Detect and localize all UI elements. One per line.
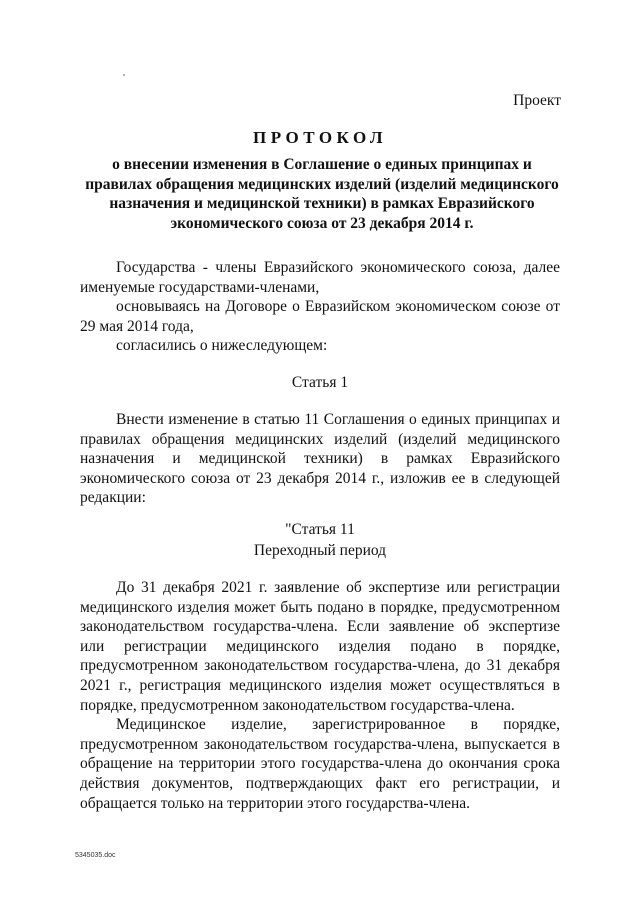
preamble-paragraph: основываясь на Договоре о Евразийском экономическом союзе от 29 мая 2014 года, [80, 298, 560, 335]
preamble [80, 258, 560, 356]
draft-status-label: Проект [513, 92, 561, 109]
article-1-body [80, 410, 560, 508]
article-11-paragraph: Медицинское изделие, зарегистрированное в порядке, предусмотренном законодательством государства-члена, выпускается в обращение на территории этого государства-члена до окончания срока действия документов, подтверждающих факт его регистрации, и обращается только на территории этого государства-члена. [80, 716, 560, 812]
article-1-paragraph: Внести изменение в статью 11 Соглашения о единых принципах и правилах обращения медицинских изделий (изделий медицинского назначения и медицинской техники) в рамках Евразийского экономического союза от 23 декабря 2014 г., изложив ее в следующей редакции: [80, 411, 560, 507]
article-11-body [80, 578, 560, 813]
file-name-footer: 5345035.doc [75, 852, 116, 859]
article-1-heading: Статья 1 [291, 374, 349, 391]
document-subtitle: о внесении изменения в Соглашение о единых принципах и правилах обращения медицинских изделий (изделий медицинского назначения и медицинской техники) в рамках Евразийского экономического союза от 23 декабря 2014 г. [85, 156, 559, 232]
preamble-paragraph: Государства - члены Евразийского экономического союза, далее именуемые государствами-членами, [80, 259, 560, 296]
scan-speck [123, 74, 125, 76]
article-11-subheading: Переходный период [253, 542, 387, 559]
preamble-paragraph: согласились о нижеследующем: [116, 337, 328, 355]
article-11-paragraph: До 31 декабря 2021 г. заявление об экспертизе или регистрации медицинского изделия может быть подано в порядке, предусмотренном законодательством государства-члена. Если заявление об экспертизе или регистрации медицинского изделия подано в порядке, предусмотренном законодательством государства-члена, до 31 декабря 2021 г., регистрация медицинского изделия может осуществляться в порядке, предусмотренном законодательством государства-члена. [80, 579, 560, 714]
article-11-heading: "Статья 11 [285, 521, 355, 538]
document-title: ПРОТОКОЛ [252, 128, 387, 147]
